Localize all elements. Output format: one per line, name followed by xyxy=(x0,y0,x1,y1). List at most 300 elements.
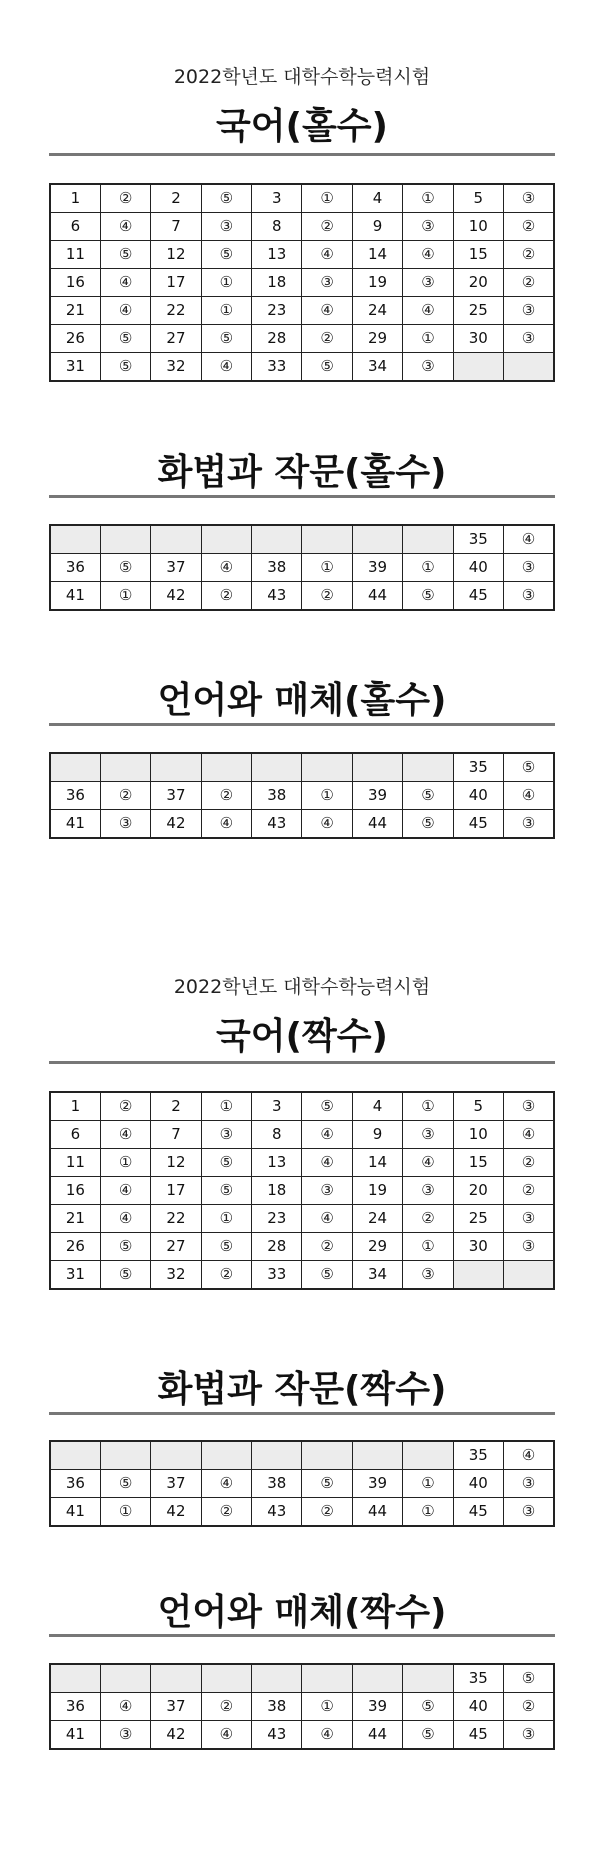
question-number: 19 xyxy=(352,1177,402,1205)
answer-choice: ② xyxy=(403,1205,453,1233)
empty-cell xyxy=(352,753,402,782)
answer-choice: ④ xyxy=(302,297,352,325)
question-number: 34 xyxy=(352,1261,402,1290)
answer-choice: ④ xyxy=(100,297,150,325)
question-number: 20 xyxy=(453,269,503,297)
answer-choice: ⑤ xyxy=(201,241,251,269)
answer-choice: ③ xyxy=(201,1121,251,1149)
question-number: 42 xyxy=(151,1721,201,1750)
question-number: 22 xyxy=(151,1205,201,1233)
title-underline xyxy=(49,153,555,156)
answer-choice: ① xyxy=(302,554,352,582)
question-number: 41 xyxy=(50,1498,100,1527)
question-number: 45 xyxy=(453,810,503,839)
answer-row xyxy=(50,753,554,782)
exam-year-heading: 2022학년도 대학수학능력시험 xyxy=(173,66,431,88)
answer-choice: ⑤ xyxy=(302,1092,352,1121)
question-number: 35 xyxy=(453,1441,503,1470)
answer-choice: ⑤ xyxy=(504,753,554,782)
answer-row xyxy=(50,525,554,554)
answer-table xyxy=(49,183,555,382)
title-underline xyxy=(49,1634,555,1637)
answer-choice: ② xyxy=(504,1177,554,1205)
empty-cell xyxy=(352,1664,402,1693)
answer-choice: ④ xyxy=(302,1121,352,1149)
question-number: 10 xyxy=(453,213,503,241)
question-number: 43 xyxy=(252,810,302,839)
answer-choice: ④ xyxy=(302,1205,352,1233)
answer-choice: ④ xyxy=(504,1121,554,1149)
question-number: 1 xyxy=(50,1092,100,1121)
answer-row xyxy=(50,297,554,325)
answer-table xyxy=(49,1663,555,1750)
answer-row xyxy=(50,582,554,611)
empty-cell xyxy=(504,1261,554,1290)
answer-choice: ④ xyxy=(403,1149,453,1177)
answer-choice: ④ xyxy=(302,1149,352,1177)
answer-choice: ⑤ xyxy=(100,1470,150,1498)
question-number: 37 xyxy=(151,1693,201,1721)
answer-row xyxy=(50,1205,554,1233)
empty-cell xyxy=(302,753,352,782)
empty-cell xyxy=(252,753,302,782)
answer-choice: ⑤ xyxy=(100,241,150,269)
answer-choice: ② xyxy=(201,582,251,611)
answer-choice: ⑤ xyxy=(302,353,352,382)
answer-row xyxy=(50,1233,554,1261)
answer-choice: ⑤ xyxy=(403,1721,453,1750)
question-number: 34 xyxy=(352,353,402,382)
title-underline xyxy=(49,1061,555,1064)
answer-choice: ② xyxy=(504,269,554,297)
question-number: 19 xyxy=(352,269,402,297)
answer-choice: ③ xyxy=(504,1721,554,1750)
answer-choice: ③ xyxy=(100,1721,150,1750)
question-number: 44 xyxy=(352,1498,402,1527)
answer-row xyxy=(50,1664,554,1693)
answer-choice: ⑤ xyxy=(201,325,251,353)
answer-choice: ③ xyxy=(504,1233,554,1261)
empty-cell xyxy=(100,1441,150,1470)
empty-cell xyxy=(403,753,453,782)
question-number: 42 xyxy=(151,1498,201,1527)
section-title: 국어(짝수) xyxy=(215,1016,388,1057)
question-number: 31 xyxy=(50,353,100,382)
question-number: 17 xyxy=(151,1177,201,1205)
question-number: 21 xyxy=(50,1205,100,1233)
answer-choice: ② xyxy=(100,1092,150,1121)
answer-table xyxy=(49,752,555,839)
answer-choice: ② xyxy=(504,213,554,241)
question-number: 43 xyxy=(252,1498,302,1527)
question-number: 43 xyxy=(252,1721,302,1750)
empty-cell xyxy=(50,753,100,782)
empty-cell xyxy=(252,1441,302,1470)
answer-row xyxy=(50,1721,554,1750)
answer-choice: ② xyxy=(100,184,150,213)
empty-cell xyxy=(151,753,201,782)
answer-choice: ① xyxy=(403,554,453,582)
question-number: 38 xyxy=(252,554,302,582)
question-number: 12 xyxy=(151,1149,201,1177)
answer-table xyxy=(49,1440,555,1527)
question-number: 40 xyxy=(453,1470,503,1498)
question-number: 28 xyxy=(252,325,302,353)
answer-row xyxy=(50,554,554,582)
answer-choice: ③ xyxy=(403,1261,453,1290)
answer-choice: ① xyxy=(403,184,453,213)
answer-choice: ④ xyxy=(201,810,251,839)
answer-choice: ⑤ xyxy=(403,582,453,611)
question-number: 20 xyxy=(453,1177,503,1205)
answer-choice: ③ xyxy=(403,213,453,241)
answer-choice: ③ xyxy=(504,184,554,213)
answer-choice: ⑤ xyxy=(100,353,150,382)
answer-choice: ① xyxy=(302,1693,352,1721)
empty-cell xyxy=(453,1261,503,1290)
answer-choice: ⑤ xyxy=(100,325,150,353)
title-underline xyxy=(49,495,555,498)
question-number: 45 xyxy=(453,1721,503,1750)
empty-cell xyxy=(201,1664,251,1693)
answer-choice: ② xyxy=(201,782,251,810)
question-number: 45 xyxy=(453,1498,503,1527)
answer-choice: ② xyxy=(504,241,554,269)
question-number: 9 xyxy=(352,1121,402,1149)
question-number: 39 xyxy=(352,782,402,810)
answer-choice: ③ xyxy=(504,810,554,839)
empty-cell xyxy=(302,525,352,554)
answer-row xyxy=(50,269,554,297)
empty-cell xyxy=(201,525,251,554)
question-number: 12 xyxy=(151,241,201,269)
empty-cell xyxy=(302,1441,352,1470)
answer-choice: ⑤ xyxy=(100,1261,150,1290)
answer-choice: ④ xyxy=(100,1177,150,1205)
question-number: 16 xyxy=(50,269,100,297)
answer-choice: ④ xyxy=(302,1721,352,1750)
question-number: 16 xyxy=(50,1177,100,1205)
answer-choice: ② xyxy=(504,1693,554,1721)
question-number: 40 xyxy=(453,782,503,810)
answer-row xyxy=(50,1498,554,1527)
section-title: 국어(홀수) xyxy=(215,106,388,147)
answer-choice: ③ xyxy=(504,297,554,325)
answer-choice: ③ xyxy=(403,269,453,297)
answer-choice: ④ xyxy=(100,269,150,297)
answer-choice: ③ xyxy=(302,1177,352,1205)
answer-choice: ⑤ xyxy=(201,1177,251,1205)
question-number: 37 xyxy=(151,1470,201,1498)
question-number: 26 xyxy=(50,1233,100,1261)
question-number: 38 xyxy=(252,1693,302,1721)
question-number: 32 xyxy=(151,353,201,382)
empty-cell xyxy=(100,1664,150,1693)
question-number: 28 xyxy=(252,1233,302,1261)
answer-row xyxy=(50,1693,554,1721)
question-number: 26 xyxy=(50,325,100,353)
question-number: 33 xyxy=(252,353,302,382)
question-number: 1 xyxy=(50,184,100,213)
empty-cell xyxy=(100,753,150,782)
question-number: 15 xyxy=(453,1149,503,1177)
answer-choice: ④ xyxy=(100,1693,150,1721)
question-number: 35 xyxy=(453,525,503,554)
question-number: 39 xyxy=(352,1470,402,1498)
answer-choice: ⑤ xyxy=(100,554,150,582)
section-title: 화법과 작문(짝수) xyxy=(157,1369,447,1410)
question-number: 18 xyxy=(252,269,302,297)
question-number: 27 xyxy=(151,1233,201,1261)
answer-choice: ② xyxy=(302,1498,352,1527)
answer-choice: ③ xyxy=(403,1177,453,1205)
question-number: 30 xyxy=(453,325,503,353)
question-number: 33 xyxy=(252,1261,302,1290)
answer-row xyxy=(50,1092,554,1121)
empty-cell xyxy=(50,1441,100,1470)
answer-choice: ⑤ xyxy=(201,184,251,213)
answer-choice: ④ xyxy=(201,353,251,382)
question-number: 7 xyxy=(151,213,201,241)
question-number: 8 xyxy=(252,1121,302,1149)
answer-choice: ④ xyxy=(100,1205,150,1233)
answer-choice: ③ xyxy=(504,1498,554,1527)
answer-choice: ⑤ xyxy=(403,782,453,810)
answer-choice: ④ xyxy=(201,554,251,582)
question-number: 4 xyxy=(352,1092,402,1121)
question-number: 3 xyxy=(252,1092,302,1121)
question-number: 18 xyxy=(252,1177,302,1205)
question-number: 36 xyxy=(50,1693,100,1721)
answer-table xyxy=(49,1091,555,1290)
answer-choice: ① xyxy=(100,1149,150,1177)
question-number: 23 xyxy=(252,1205,302,1233)
section-title: 언어와 매체(홀수) xyxy=(157,680,447,721)
answer-choice: ② xyxy=(302,1233,352,1261)
answer-row xyxy=(50,1121,554,1149)
question-number: 25 xyxy=(453,297,503,325)
question-number: 11 xyxy=(50,1149,100,1177)
question-number: 13 xyxy=(252,1149,302,1177)
question-number: 32 xyxy=(151,1261,201,1290)
answer-choice: ③ xyxy=(504,1470,554,1498)
question-number: 8 xyxy=(252,213,302,241)
question-number: 10 xyxy=(453,1121,503,1149)
question-number: 4 xyxy=(352,184,402,213)
question-number: 37 xyxy=(151,782,201,810)
answer-table xyxy=(49,524,555,611)
answer-choice: ⑤ xyxy=(504,1664,554,1693)
question-number: 14 xyxy=(352,241,402,269)
answer-choice: ⑤ xyxy=(302,1470,352,1498)
answer-choice: ① xyxy=(403,1470,453,1498)
empty-cell xyxy=(50,1664,100,1693)
answer-choice: ① xyxy=(201,297,251,325)
question-number: 40 xyxy=(453,554,503,582)
question-number: 27 xyxy=(151,325,201,353)
question-number: 2 xyxy=(151,1092,201,1121)
question-number: 38 xyxy=(252,782,302,810)
answer-row xyxy=(50,1149,554,1177)
question-number: 45 xyxy=(453,582,503,611)
answer-choice: ① xyxy=(201,1205,251,1233)
empty-cell xyxy=(403,1664,453,1693)
question-number: 29 xyxy=(352,325,402,353)
answer-choice: ⑤ xyxy=(201,1149,251,1177)
question-number: 17 xyxy=(151,269,201,297)
question-number: 9 xyxy=(352,213,402,241)
answer-choice: ④ xyxy=(504,1441,554,1470)
answer-choice: ③ xyxy=(403,353,453,382)
answer-choice: ③ xyxy=(504,1205,554,1233)
answer-choice: ① xyxy=(100,1498,150,1527)
answer-choice: ② xyxy=(201,1498,251,1527)
answer-choice: ③ xyxy=(201,213,251,241)
answer-row xyxy=(50,184,554,213)
answer-choice: ⑤ xyxy=(302,1261,352,1290)
question-number: 25 xyxy=(453,1205,503,1233)
answer-choice: ① xyxy=(403,1498,453,1527)
answer-choice: ② xyxy=(201,1261,251,1290)
question-number: 5 xyxy=(453,184,503,213)
question-number: 39 xyxy=(352,554,402,582)
question-number: 7 xyxy=(151,1121,201,1149)
answer-row xyxy=(50,1177,554,1205)
answer-row xyxy=(50,1261,554,1290)
question-number: 35 xyxy=(453,1664,503,1693)
question-number: 11 xyxy=(50,241,100,269)
answer-choice: ④ xyxy=(201,1721,251,1750)
answer-choice: ④ xyxy=(403,297,453,325)
answer-choice: ③ xyxy=(504,582,554,611)
question-number: 43 xyxy=(252,582,302,611)
answer-choice: ③ xyxy=(504,325,554,353)
question-number: 24 xyxy=(352,297,402,325)
answer-choice: ④ xyxy=(504,525,554,554)
question-number: 42 xyxy=(151,810,201,839)
answer-row xyxy=(50,1441,554,1470)
empty-cell xyxy=(151,1441,201,1470)
answer-row xyxy=(50,241,554,269)
answer-choice: ④ xyxy=(100,1121,150,1149)
answer-choice: ② xyxy=(302,213,352,241)
exam-year-heading: 2022학년도 대학수학능력시험 xyxy=(173,976,431,998)
empty-cell xyxy=(100,525,150,554)
answer-row xyxy=(50,1470,554,1498)
question-number: 44 xyxy=(352,1721,402,1750)
answer-choice: ② xyxy=(100,782,150,810)
question-number: 30 xyxy=(453,1233,503,1261)
section-title: 언어와 매체(짝수) xyxy=(157,1592,447,1633)
question-number: 5 xyxy=(453,1092,503,1121)
question-number: 41 xyxy=(50,582,100,611)
empty-cell xyxy=(201,753,251,782)
answer-row xyxy=(50,353,554,382)
question-number: 22 xyxy=(151,297,201,325)
answer-choice: ① xyxy=(403,1092,453,1121)
question-number: 39 xyxy=(352,1693,402,1721)
answer-choice: ② xyxy=(302,582,352,611)
answer-row xyxy=(50,213,554,241)
title-underline xyxy=(49,1412,555,1415)
empty-cell xyxy=(252,1664,302,1693)
answer-row xyxy=(50,782,554,810)
empty-cell xyxy=(403,525,453,554)
question-number: 41 xyxy=(50,1721,100,1750)
empty-cell xyxy=(151,525,201,554)
answer-choice: ④ xyxy=(302,241,352,269)
title-underline xyxy=(49,723,555,726)
answer-choice: ① xyxy=(403,325,453,353)
question-number: 37 xyxy=(151,554,201,582)
question-number: 40 xyxy=(453,1693,503,1721)
empty-cell xyxy=(201,1441,251,1470)
answer-choice: ① xyxy=(403,1233,453,1261)
empty-cell xyxy=(352,525,402,554)
answer-choice: ③ xyxy=(100,810,150,839)
answer-choice: ④ xyxy=(302,810,352,839)
question-number: 2 xyxy=(151,184,201,213)
question-number: 14 xyxy=(352,1149,402,1177)
question-number: 42 xyxy=(151,582,201,611)
empty-cell xyxy=(302,1664,352,1693)
answer-choice: ⑤ xyxy=(201,1233,251,1261)
question-number: 36 xyxy=(50,554,100,582)
question-number: 24 xyxy=(352,1205,402,1233)
answer-choice: ① xyxy=(201,269,251,297)
question-number: 29 xyxy=(352,1233,402,1261)
empty-cell xyxy=(352,1441,402,1470)
empty-cell xyxy=(403,1441,453,1470)
answer-choice: ⑤ xyxy=(403,1693,453,1721)
answer-choice: ① xyxy=(201,1092,251,1121)
empty-cell xyxy=(151,1664,201,1693)
question-number: 35 xyxy=(453,753,503,782)
question-number: 44 xyxy=(352,810,402,839)
question-number: 36 xyxy=(50,1470,100,1498)
empty-cell xyxy=(252,525,302,554)
answer-choice: ① xyxy=(302,184,352,213)
answer-row xyxy=(50,810,554,839)
question-number: 44 xyxy=(352,582,402,611)
question-number: 3 xyxy=(252,184,302,213)
answer-choice: ③ xyxy=(504,554,554,582)
question-number: 21 xyxy=(50,297,100,325)
question-number: 13 xyxy=(252,241,302,269)
question-number: 41 xyxy=(50,810,100,839)
empty-cell xyxy=(453,353,503,382)
empty-cell xyxy=(504,353,554,382)
question-number: 38 xyxy=(252,1470,302,1498)
answer-choice: ③ xyxy=(302,269,352,297)
question-number: 6 xyxy=(50,1121,100,1149)
answer-choice: ③ xyxy=(403,1121,453,1149)
answer-choice: ② xyxy=(302,325,352,353)
answer-choice: ④ xyxy=(403,241,453,269)
answer-choice: ② xyxy=(201,1693,251,1721)
answer-choice: ④ xyxy=(100,213,150,241)
answer-choice: ⑤ xyxy=(403,810,453,839)
section-title: 화법과 작문(홀수) xyxy=(157,452,447,493)
empty-cell xyxy=(50,525,100,554)
answer-choice: ② xyxy=(504,1149,554,1177)
answer-choice: ① xyxy=(302,782,352,810)
answer-choice: ③ xyxy=(504,1092,554,1121)
question-number: 15 xyxy=(453,241,503,269)
answer-choice: ④ xyxy=(504,782,554,810)
answer-choice: ④ xyxy=(201,1470,251,1498)
answer-row xyxy=(50,325,554,353)
